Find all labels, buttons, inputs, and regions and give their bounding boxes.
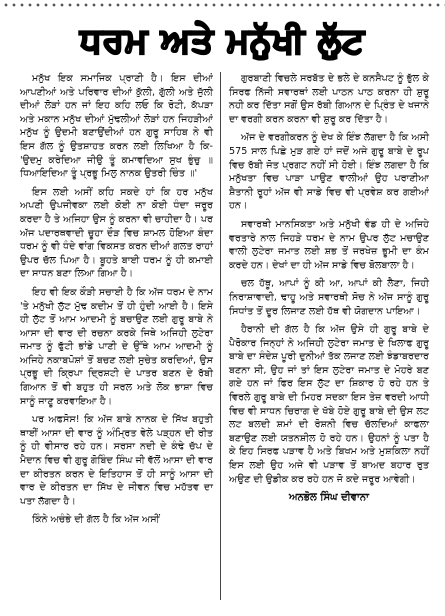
left-paragraph-3: ਇਹ ਵੀ ਇਕ ਕੌੜੀ ਸਚਾਈ ਹੈ ਕਿ ਅੱਜ ਧਰਮ ਦੇ ਨਾਮ 'ਤੇ ਮਨੁੱਖੀ ਲੁੱਟ ਮੁੱਢ ਕਦੀਮ ਤੋਂ ਹੀ ਹੁੰਦੀ ਆਈ ਹੈ। ਇਸੇ ਹੀ ਲੁੱਟ ਤੋਂ ਆਮ ਆਦਮੀ ਨੂੰ ਬਚਾਉਣ ਲਈ ਗੁਰੂ ਬਾਬੇ ਨੇ ਆਸਾ ਦੀ ਵਾਰ ਦੀ ਰਚਨਾ ਕਰਕੇ ਜਿਥੇ ਅਜਿਹੀ ਲੁਟੇਰਾ ਜਮਾਤ ਨੂੰ ਫੁੱਟੀ ਭਾਂਡੇ ਪਾਣੀ ਦੇ ਉੱਥੇ ਆਮ ਆਦਮੀ ਨੂੰ ਅਜਿਹੇ ਨਕਾਬਪੋਸ਼ਾਂ ਤੋਂ ਬਚਣ ਲਈ ਸੁਚੇਤ ਕਰਦਿਆਂ, ਉਸ ਪ੍ਰਭੂ ਦੀ ਕ੍ਰਿਪਾ ਦ੍ਰਿਸ਼ਟੀ ਦੇ ਪਾਤਰ ਬਣਨ ਦੇ ਰੱਬੀ ਗਿਆਨ ਤੋਂ ਵੀ ਬਹੁਤ ਹੀ ਸਰਲ ਅਤੇ ਲੋਕ ਭਾਸ਼ਾ ਵਿਚ ਸਾਨੂੰ ਜਾਣੂ ਕਰਵਾਇਆ ਹੈ।	[20, 286, 213, 407]
column-divider	[220, 72, 221, 600]
right-paragraph-4: ਚਲ ਹੱਥੂ, ਆਪਾਂ ਨੂੰ ਕੀ ਆ, ਆਪਾਂ ਕੀ ਲੈਣਾ, ਜਿਹੀ ਨਿਰਾਸ਼ਾਵਾਦੀ, ਢਾਹੂ ਅਤੇ ਸਵਾਰਥੀ ਸੋਚ ਨੇ ਅੱਜ ਸਾਨੂੰ ਗੁਰੂ ਸਿਧਾਂਤ ਤੋਂ ਦੂਰ ਲਿਜਾਣ ਲਈ ਹੱਥ ਵੀ ਯੋਗਦਾਨ ਪਾਇਆ।	[229, 278, 429, 317]
left-paragraph-2: ਇਸ ਲਈ ਅਸੀਂ ਕਹਿ ਸਕਦੇ ਹਾਂ ਕਿ ਹਰ ਮਨੁੱਖ ਅਪਣੀ ਉਪਜੀਵਕਾ ਲਈ ਕੋਈ ਨਾ ਕੋਈ ਧੰਦਾ ਜਰੂਰ ਕਰਦਾ ਹੈ ਤੇ ਅਜਿਹਾ ਉਸ ਨੂੰ ਕਰਨਾ ਵੀ ਚਾਹੀਦਾ ਹੈ। ਪਰ ਅੱਜ ਪਦਾਰਥਵਾਦੀ ਚੂਹਾ ਦੌੜ ਵਿਚ ਸ਼ਾਮਲ ਹੋਇਆ ਬੰਦਾ ਧਰਮ ਨੂੰ ਵੀ ਧੰਦੇ ਵਾਂਗ ਵਿਕਸਤ ਕਰਨ ਦੀਆਂ ਗਲਤ ਰਾਹਾਂ ਉਪਰ ਚੱਲ ਪਿਆ ਹੈ। ਬੂਹਤੇ ਬਾਈ ਧਰਮ ਨੂੰ ਹੀ ਕਮਾਈ ਦਾ ਸਾਧਨ ਬਣਾ ਲਿਆ ਗਿਆ ਹੈ।	[20, 186, 213, 280]
author-byline: ਅਨਭੋਲ ਸਿੰਘ ਦੀਵਾਨਾ	[289, 492, 369, 504]
left-paragraph-1: ਮਨੁੱਖ ਇਕ ਸਮਾਜਿਕ ਪ੍ਰਾਣੀ ਹੈ। ਇਸ ਦੀਆਂ ਆਪਣੀਆਂ ਅਤੇ ਪਰਿਵਾਰ ਦੀਆਂ ਕੁੱਲੀ, ਗੁੱਲੀ ਅਤੇ ਜੁੱਲੀ ਦੀਆਂ ਲੋੜਾਂ ਹਨ ਜਾਂ ਇਹ ਕਹਿ ਲਓ ਕਿ ਰੋਟੀ, ਕੱਪੜਾ ਅਤੇ ਮਕਾਨ ਮਨੁੱਖ ਦੀਆਂ ਮੁੱਢਲੀਆਂ ਲੋੜਾਂ ਹਨ ਜਿਹੜੀਆਂ ਮਨੁੱਖ ਨੂੰ ਉਦਮੀ ਬਣਾਉਂਦੀਆਂ ਹਨ ਗੁਰੂ ਸਾਹਿਬ ਨੇ ਵੀ ਇਸ ਗੱਲ ਨੂੰ ਉਤਸ਼ਾਹਤ ਕਰਨ ਲਈ ਲਿਖਿਆ ਹੈ ਕਿ- 'ਉਦਮੁ ਕਰੇਦਿਆ ਜੀਉ ਤੂੰ ਕਮਾਵਦਿਆ ਸੁਖ ਭੁੰਚੁ ॥ ਧਿਆਇਦਿਆ ਤੂੰ ਪ੍ਰਭੂ ਮਿਲੁ ਨਾਨਕ ਉਤਰੀ ਚਿੰਤ ॥'	[20, 73, 213, 180]
top-dotted-border	[0, 0, 445, 10]
right-column	[229, 72, 429, 505]
left-paragraph-4: ਪਰ ਅਫਸੋਸ! ਕਿ ਅੱਜ ਬਾਬੇ ਨਾਨਕ ਦੇ ਸਿੱਖ ਬਹੁਤੀ ਥਾਈਂ ਆਸਾ ਦੀ ਵਾਰ ਨੂੰ ਅੰਮ੍ਰਿਤ ਵੇਲੇ ਪੜ੍ਹਨ ਦੀ ਰੀਤ ਨੂੰ ਹੀ ਵੀਸਾਰ ਰਹੇ ਹਨ। ਸਰਸਾ ਨਦੀ ਦੇ ਕੰਢੇ ਚੱਪ ਦੇ ਮੈਦਾਨ ਵਿਚ ਵੀ ਗੁਰੂ ਗੋਬਿੰਦ ਸਿੰਘ ਜੀ ਵੱਲੋਂ ਆਸਾ ਦੀ ਵਾਰ ਦਾ ਕੀਰਤਨ ਕਰਨ ਦੇ ਇਤਿਹਾਸ ਤੋਂ ਹੀ ਸਾਨੂੰ ਆਸਾ ਦੀ ਵਾਰ ਦੇ ਕੀਰਤਨ ਦਾ ਸਿੱਖ ਦੇ ਜੀਵਨ ਵਿਚ ਮਹੱਤਵ ਦਾ ਪਤਾ ਲੱਗਦਾ ਹੈ।	[20, 414, 213, 507]
left-column	[20, 72, 213, 532]
right-paragraph-3: ਸਵਾਰਥੀ ਮਾਨਸਿਕਤਾ ਅਤੇ ਮਨੁੱਖੀ ਵੰਡ ਹੀ ਦੇ ਅਜਿਹੇ ਵਰਤਾਰੇ ਨਾਲ ਜਿਹੜੇ ਧਰਮ ਦੇ ਨਾਮ ਉਪਰ ਲੁੱਟ ਮਚਾਉਣ ਵਾਲੀ ਲੁਟੇਰਾ ਜਮਾਤ ਲਈ ਸ਼ਭ ਤੋਂ ਜਰਖੇਜ਼ ਭੂਮੀ ਦਾ ਕੰਮ ਕਰਦੇ ਹਨ। ਦੇਖਾਂ ਦਾ ਹੀ ਅੱਜ ਸਾਡੇ ਵਿਚ ਬੋਲਬਾਲਾ ਹੈ।	[229, 218, 429, 271]
article-headline: ਧਰਮ ਅਤੇ ਮਨੁੱਖੀ ਲੁੱਟ	[80, 21, 365, 61]
left-paragraph-5: ਕਿੰਨੇ ਅਚੰਭੇ ਦੀ ਗੱਲ ਹੈ ਕਿ ਅੱਜ ਅਸੀਂ	[32, 514, 160, 526]
right-paragraph-1: ਗੁਰਬਾਣੀ ਵਿਚਲੇ ਸਰਬੱਤ ਦੇ ਭਲੇ ਦੇ ਕਨਸੈਪਟ ਨੂੰ ਭੁੱਲ ਕੇ ਸਿਰਫ ਨਿੱਜੀ ਸਵਾਰਥਾਂ ਲਈ ਪਾਠਨ ਪਾਠ ਕਰਨਾ ਹੀ ਸ਼ੁਰੂ ਨਹੀ ਕਰ ਦਿੱਤਾ ਸਗੋਂ ਉਸ ਰੱਬੀ ਗਿਆਨ ਦੇ ਪ੍ਰਿੰਤ ਦੇ ਖਜਾਨੇ ਦਾ ਵਰਗੀ ਕਰਨ ਕਰਨਾ ਵੀ ਸ਼ੁਰੂ ਕਰ ਦਿੱਤਾ ਹੈ।	[229, 73, 429, 125]
right-paragraph-2: ਅੱਜ ਦੇ ਵਰਗੀਕਰਨ ਨੂੰ ਦੇਖ ਕੇ ਇੰਝ ਲੱਗਦਾ ਹੈ ਕਿ ਅਸੀ 575 ਸਾਲ ਪਿਛੇ ਮੁੜ ਗਏ ਹਾਂ ਜਦੋਂ ਅਜੇ ਗੁਰੂ ਬਾਬੇ ਦੇ ਰੂਪ ਵਿਚ ਰੱਬੀ ਜੋਤ ਪ੍ਰਗਟ ਨਹੀਂ ਸੀ ਹੋਈ। ਇੰਝ ਲਗਦਾ ਹੈ ਕਿ ਮਨੁੱਖਤਾ ਵਿਚ ਪਾੜਾ ਪਾਉਣ ਵਾਲੀਆਂ ਉਹ ਪਰਾਣੀਆ ਸ਼ੈਤਾਨੀ ਰੂਹਾਂ ਅੱਜ ਵੀ ਸਾਡੇ ਵਿਚ ਵੀ ਪ੍ਰਵੇਸ਼ ਕਰ ਗਈਆਂ ਹਨ।	[229, 132, 429, 212]
right-paragraph-5: ਹੈਰਾਨੀ ਦੀ ਗੱਲ ਹੈ ਕਿ ਅੱਜ ਉਸੇ ਹੀ ਗੁਰੂ ਬਾਬੇ ਦੇ ਪੈਰੋਕਾਰ ਜਿਨ੍ਹਾਂ ਨੇ ਅਜਿਹੀ ਲੁਟੇਰਾ ਜਮਾਤ ਦੇ ਖਿਲਾਫ ਗੁਰੂ ਬਾਬੇ ਦਾ ਸੰਦੇਸ਼ ਪੂਰੀ ਦੁਨੀਆਂ ਤੱਕ ਲਜਾਣ ਲਈ ਝੰਡਾਬਰਦਾਰ ਬਣਨਾ ਸੀ, ਉਹ ਜਾਂ ਤਾਂ ਇਸ ਲੁਟੇਰਾ ਜਮਾਤ ਦੇ ਮੋਹਰੇ ਬਣ ਗਏ ਹਨ ਜਾਂ ਫਿਰ ਇਸ ਲੁੱਟ ਦਾ ਸ਼ਿਕਾਰ ਹੋ ਰਹੇ ਹਨ ਤੇ ਵਿਰਲੇ ਗੁਰੂ ਬਾਬੇ ਦੀ ਮਿਹਰ ਸਦਕਾ ਇਸ ਤੇਜ਼ ਵਰਦੀ ਆਧੀ ਵਿਚ ਵੀ ਸਾਧਨ ਚਿਰਾਗ ਦੇ ਖੱਬੇ ਹੋਏ ਗੁਰੂ ਬਾਬੇ ਦੀ ਉਸ ਲਟ ਲਟ ਬਲਦੀ ਸ਼ਮਾਂ ਦੀ ਰੋਸ਼ਨੀ ਵਿਚ ਚੱਲਦਿਆਂ ਕਾਫਲਾ ਬਣਾਉਣ ਲਈ ਯਤਨਸ਼ੀਲ ਹੋ ਰਹੇ ਹਨ। ਉਹਨਾਂ ਨੂੰ ਪਤਾ ਹੈ ਕੇ ਇਹ ਸਿਰਫ ਪੜਾਵ ਹੈ ਅਤੇ ਬਿਖਮ ਅਤੇ ਮੁਸ਼ਕਿਲਾ ਨਹੀਂ ਇਸ ਲਈ ਉਹ ਅਜੇ ਵੀ ਪੜਾਵ ਤੋਂ ਬਾਅਦ ਬਹਾਰ ਰੁਤ ਅਉਣ ਦੀ ਉਡੀਕ ਕਰ ਰਹੇ ਹਨ ਜੋ ਕਦੇ ਜਰੂਰ ਆਵੇਗੀ।	[229, 324, 429, 485]
